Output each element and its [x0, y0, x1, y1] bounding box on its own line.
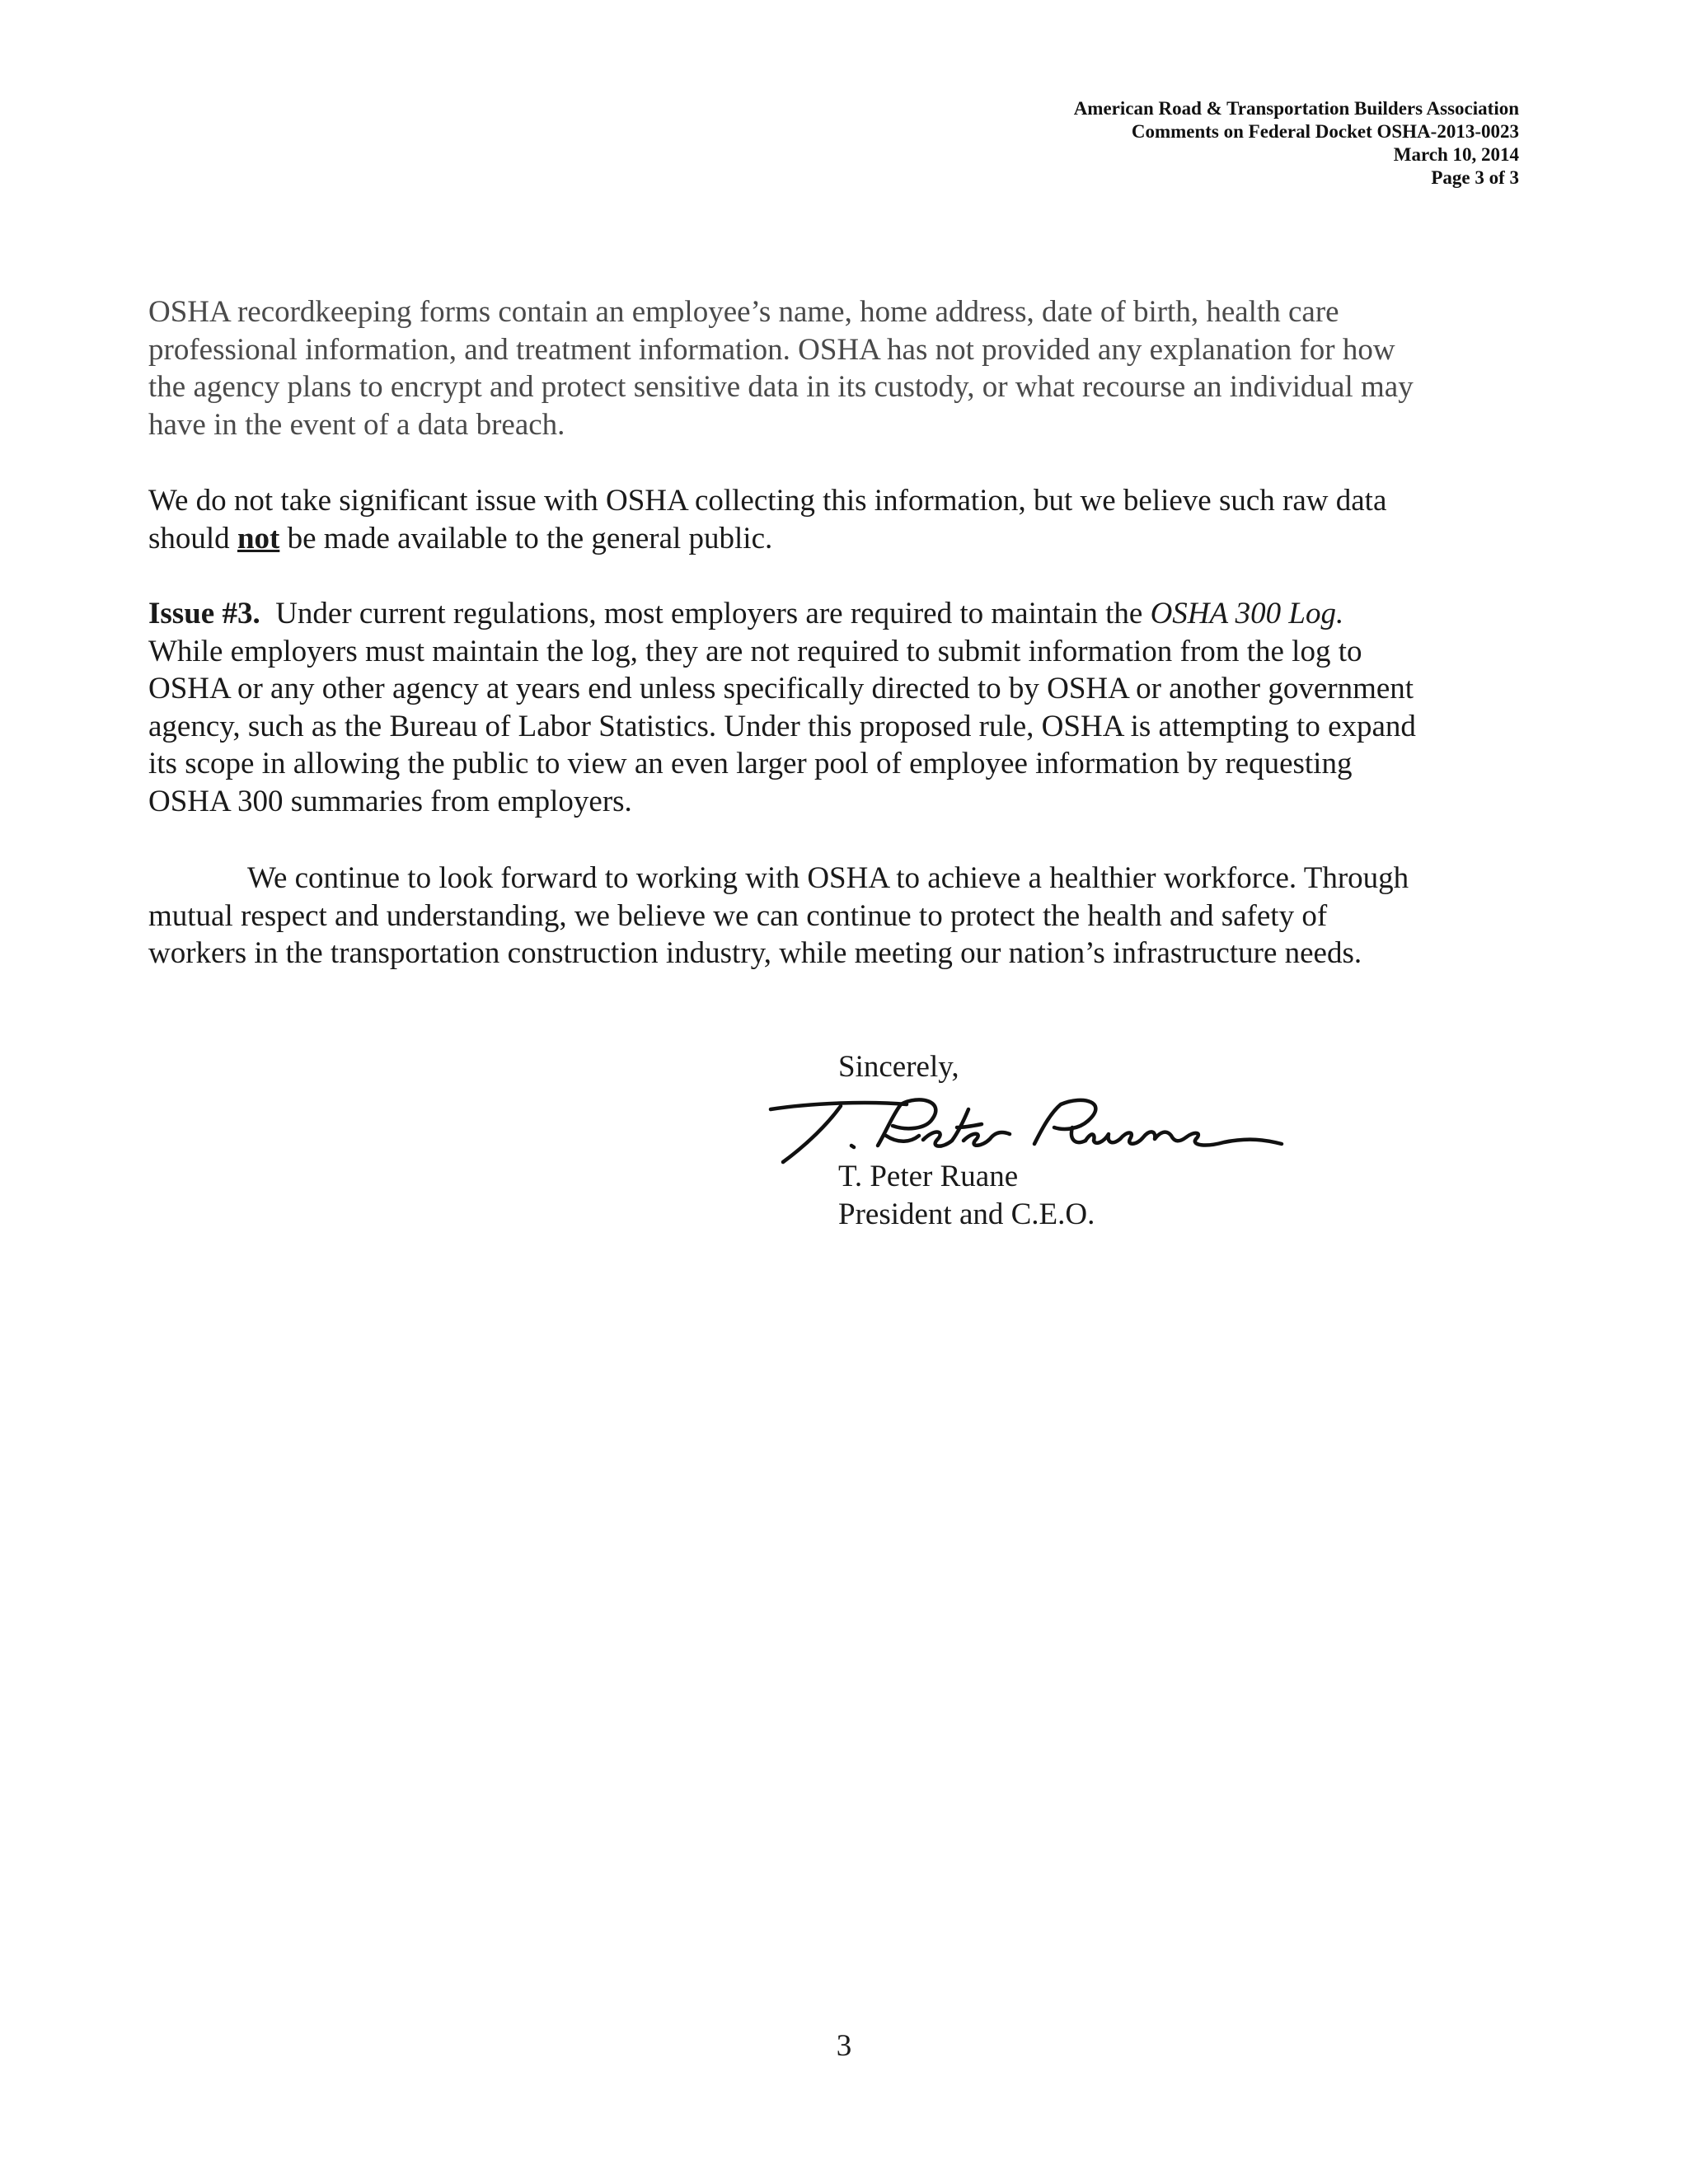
paragraph-line: OSHA 300 summaries from employers. — [148, 784, 632, 818]
text-run: We continue to look forward to working with OSHA to achieve a healthier workforce. Through — [247, 861, 1409, 895]
paragraph-conclusion — [148, 860, 1550, 972]
header-date: March 10, 2014 — [1393, 144, 1519, 165]
letter-header — [777, 97, 1519, 190]
paragraph-line: the agency plans to encrypt and protect sensitive data in its custody, or what recourse an individual may — [148, 370, 1414, 404]
paragraph-issue-3 — [148, 595, 1550, 820]
paragraph-line: OSHA recordkeeping forms contain an employee’s name, home address, date of birth, health care — [148, 295, 1339, 329]
emphasis-not: not — [237, 521, 280, 555]
paragraph-line: While employers must maintain the log, they are not required to submit information from the log to — [148, 634, 1362, 668]
signer-name: T. Peter Ruane — [838, 1160, 1019, 1193]
paragraph-privacy — [148, 293, 1550, 443]
paragraph-line: its scope in allowing the public to view an even larger pool of employee information by requesting — [148, 747, 1353, 780]
paragraph-line — [148, 520, 1550, 558]
issue-label: Issue #3. — [148, 597, 260, 630]
text-run: should — [148, 521, 237, 555]
paragraph-line: agency, such as the Bureau of Labor Statistics. Under this proposed rule, OSHA is attempting to expand — [148, 709, 1416, 743]
closing-salutation: Sincerely, — [838, 1050, 959, 1084]
header-docket: Comments on Federal Docket OSHA-2013-0023 — [1131, 121, 1519, 142]
header-organization: American Road & Transportation Builders Association — [1073, 98, 1519, 119]
paragraph-line: OSHA or any other agency at years end unless specifically directed to by OSHA or another government — [148, 672, 1414, 705]
paragraph-line: mutual respect and understanding, we believe we can continue to protect the health and safety of — [148, 898, 1328, 933]
signature-block — [838, 1158, 1095, 1233]
paragraph-line: have in the event of a data breach. — [148, 407, 565, 442]
paragraph-line: workers in the transportation construction industry, while meeting our nation’s infrastructure needs. — [148, 936, 1362, 970]
paragraph-line: professional information, and treatment information. OSHA has not provided any explanation for how — [148, 332, 1395, 367]
paragraph-line — [148, 860, 1550, 898]
paragraph-line — [148, 595, 1550, 633]
text-run: Under current regulations, most employers are required to maintain the — [260, 597, 1151, 630]
header-page-count: Page 3 of 3 — [1431, 167, 1519, 188]
page-number: 3 — [836, 2029, 852, 2063]
paragraph-line: We do not take significant issue with OSHA collecting this information, but we believe such raw data — [148, 484, 1387, 518]
osha-log-title: OSHA 300 Log. — [1150, 597, 1344, 630]
paragraph-raw-data — [148, 482, 1550, 557]
signer-title: President and C.E.O. — [838, 1197, 1095, 1231]
text-run: be made available to the general public. — [279, 521, 773, 555]
